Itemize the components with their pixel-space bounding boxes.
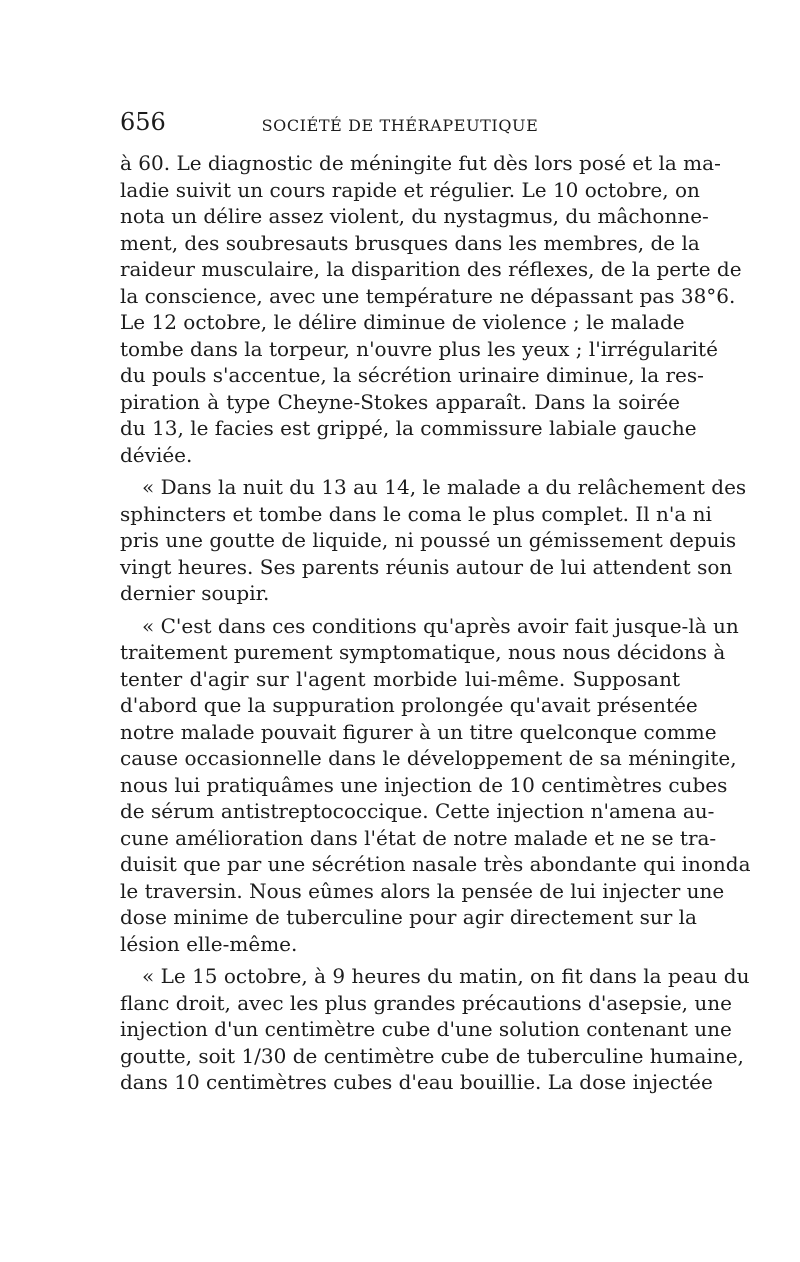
text-line: à 60. Le diagnostic de méningite fut dès lors posé et la ma- — [120, 151, 721, 175]
text-line: cause occasionnelle dans le développement de sa méningite, — [120, 746, 737, 770]
text-line: ladie suivit un cours rapide et régulier. Le 10 octobre, on — [120, 177, 700, 202]
text-line: flanc droit, avec les plus grandes précautions d'asepsie, une — [120, 990, 732, 1015]
text-line: dans 10 centimètres cubes d'eau bouillie. La dose injectée — [120, 1070, 713, 1094]
paragraph — [120, 963, 750, 1096]
page-number: 656 — [120, 108, 166, 136]
text-line: « Dans la nuit du 13 au 14, le malade a du relâchement des — [142, 475, 747, 499]
text-line: traitement purement symptomatique, nous nous décidons à — [120, 640, 726, 664]
text-line: tombe dans la torpeur, n'ouvre plus les yeux ; l'irrégularité — [120, 336, 718, 361]
text-line: tenter d'agir sur l'agent morbide lui-même. Supposant — [120, 666, 680, 691]
text-line: « Le 15 octobre, à 9 heures du matin, on fit dans la peau du — [142, 964, 750, 988]
text-line: nota un délire assez violent, du nystagmus, du mâchonne- — [120, 204, 709, 228]
text-line: cune amélioration dans l'état de notre malade et ne se tra- — [120, 825, 717, 850]
text-line: du 13, le facies est grippé, la commissure labiale gauche — [120, 416, 697, 440]
text-line: duisit que par une sécrétion nasale très abondante qui inonda — [120, 852, 751, 876]
text-line: nous lui pratiquâmes une injection de 10 centimètres cubes — [120, 772, 728, 797]
text-line: dernier soupir. — [120, 581, 270, 605]
text-line: raideur musculaire, la disparition des réflexes, de la perte de — [120, 257, 742, 281]
paragraph — [120, 474, 747, 607]
text-line: déviée. — [120, 442, 193, 467]
text-line: goutte, soit 1/30 de centimètre cube de tuberculine humaine, — [120, 1043, 744, 1068]
text-line: notre malade pouvait figurer à un titre quelconque comme — [120, 719, 717, 744]
text-line: le traversin. Nous eûmes alors la pensée de lui injecter une — [120, 878, 725, 903]
text-line: pris une goutte de liquide, ni poussé un gémissement depuis — [120, 528, 737, 552]
text-line: ment, des soubresauts brusques dans les membres, de la — [120, 230, 700, 255]
text-line: du pouls s'accentue, la sécrétion urinaire diminue, la res- — [120, 363, 704, 387]
text-line: dose minime de tuberculine pour agir directement sur la — [120, 905, 697, 929]
text-line: « C'est dans ces conditions qu'après avoir fait jusque-là un — [142, 613, 739, 638]
text-line: sphincters et tombe dans le coma le plus complet. Il n'a ni — [120, 501, 712, 526]
running-title: SOCIÉTÉ DE THÉRAPEUTIQUE — [261, 116, 539, 135]
text-line: piration à type Cheyne-Stokes apparaît. Dans la soirée — [120, 389, 680, 414]
text-line: d'abord que la suppuration prolongée qu'avait présentée — [120, 693, 698, 717]
text-line: vingt heures. Ses parents réunis autour de lui attendent son — [120, 554, 733, 579]
page-header — [120, 108, 680, 148]
text-line: lésion elle-même. — [120, 931, 298, 956]
text-line: de sérum antistreptococcique. Cette injection n'amena au- — [120, 799, 715, 823]
paragraph — [120, 150, 742, 468]
page-body — [120, 150, 751, 1102]
text-line: injection d'un centimètre cube d'une solution contenant une — [120, 1017, 732, 1041]
paragraph — [120, 613, 751, 958]
text-line: Le 12 octobre, le délire diminue de violence ; le malade — [120, 310, 685, 334]
text-line: la conscience, avec une température ne dépassant pas 38°6. — [120, 283, 736, 308]
